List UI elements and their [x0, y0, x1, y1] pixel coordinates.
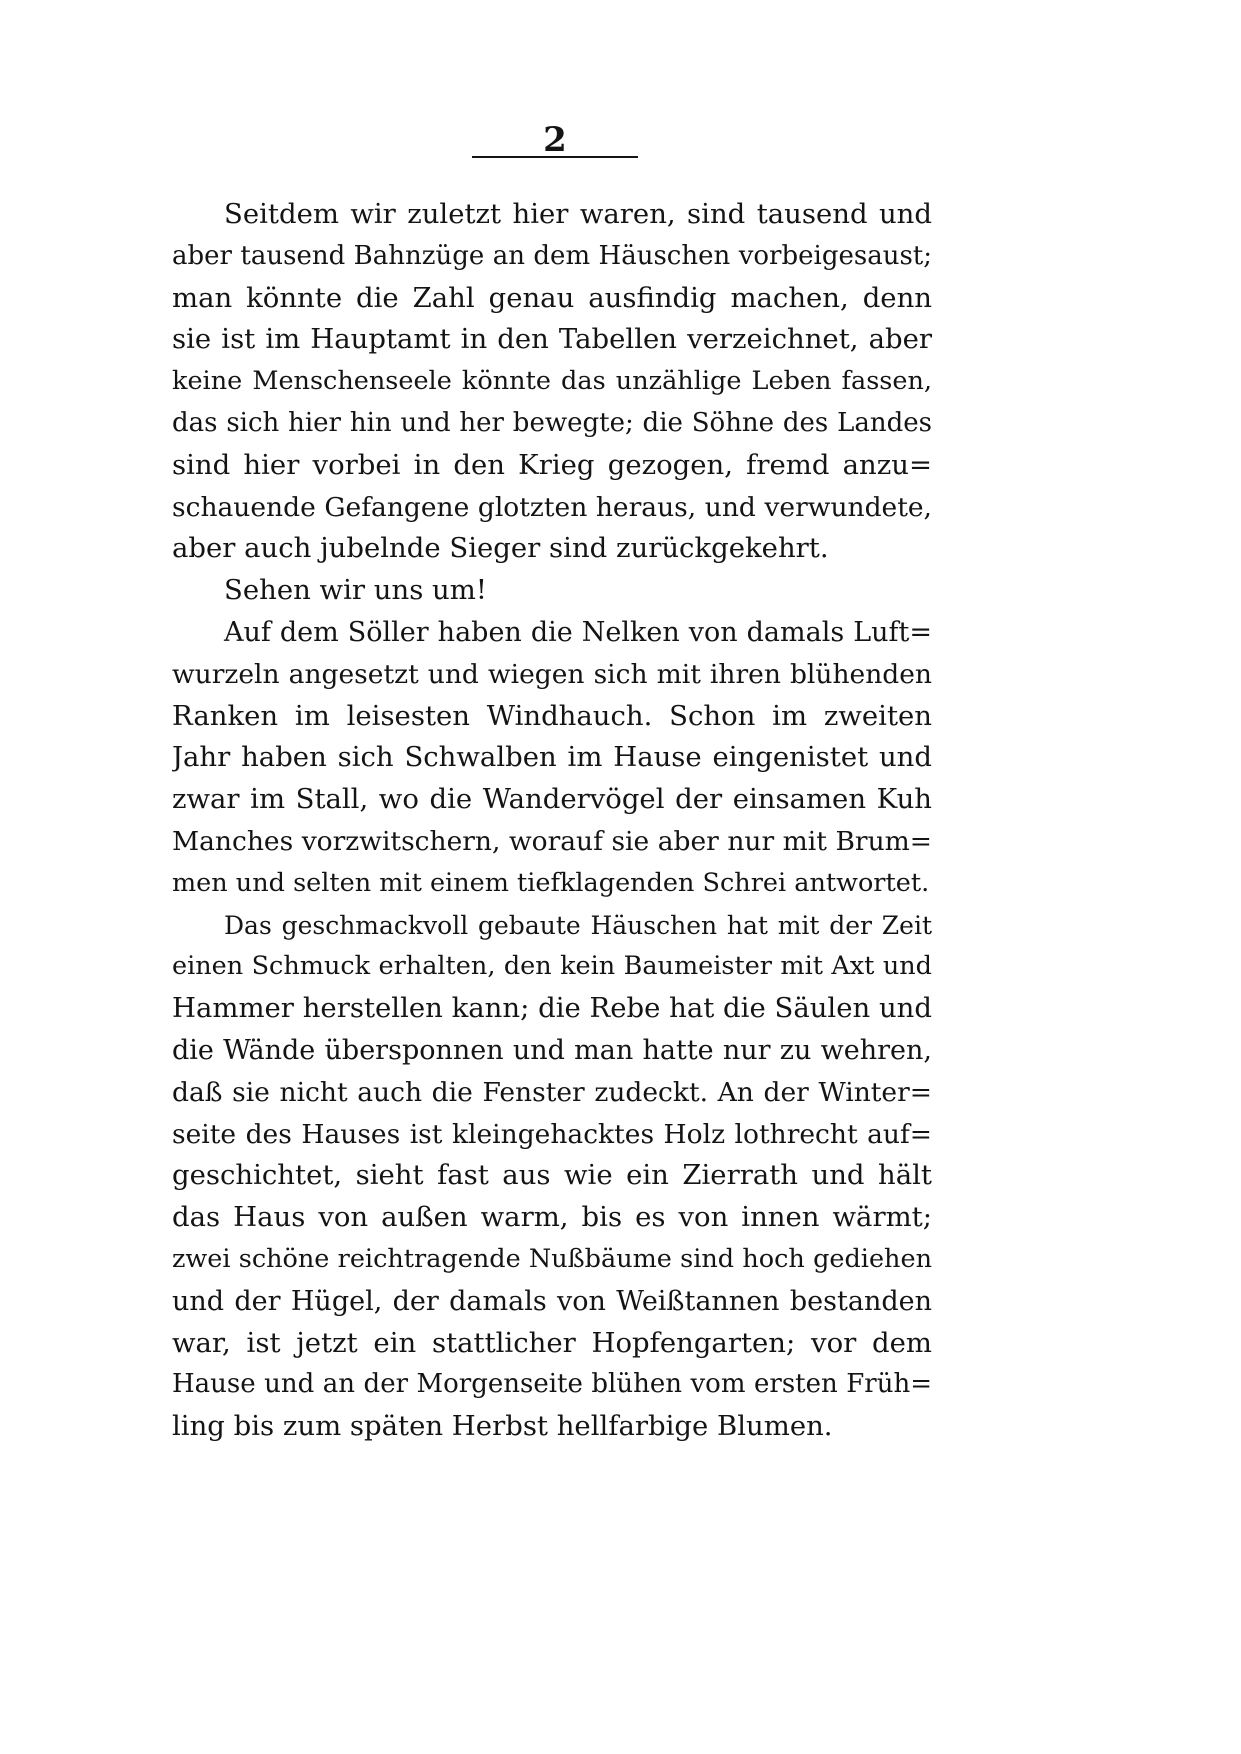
text-line: Hammer herstellen kann; die Rebe hat die Säulen und [172, 992, 932, 1025]
text-line: geschichtet, sieht fast aus wie ein Zierrath und hält [172, 1159, 932, 1192]
text-line: keine Menschenseele könnte das unzählige Leben fassen, [172, 366, 932, 397]
text-line: schauende Gefangene glotzten heraus, und verwundete, [172, 491, 932, 523]
text-line: Jahr haben sich Schwalben im Hause eingenistet und [172, 741, 932, 774]
text-line: das Haus von außen warm, bis es von innen wärmt; [172, 1201, 932, 1234]
text-line: man könnte die Zahl genau ausfindig machen, denn [172, 281, 932, 314]
page-number: 2 [543, 120, 567, 160]
text-line: Hause und an der Morgenseite blühen vom ersten Früh= [172, 1369, 932, 1400]
text-line: war, ist jetzt ein stattlicher Hopfengarten; vor dem [172, 1326, 932, 1359]
text-line: Das geschmackvoll gebaute Häuschen hat mit der Zeit [224, 910, 932, 940]
text-line: Manches vorzwitschern, worauf sie aber nur mit Brum= [172, 825, 932, 857]
text-line: zwei schöne reichtragende Nußbäume sind hoch gediehen [172, 1243, 932, 1274]
body-text [172, 194, 932, 1448]
text-line: sind hier vorbei in den Krieg gezogen, fremd anzu= [172, 448, 932, 481]
header-rule [472, 156, 638, 158]
text-line: aber tausend Bahnzüge an dem Häuschen vorbeigesaust; [172, 240, 932, 271]
text-line: aber auch jubelnde Sieger sind zurückgekehrt. [172, 532, 829, 565]
text-line: sie ist im Hauptamt in den Tabellen verzeichnet, aber [172, 323, 932, 356]
text-line: Seitdem wir zuletzt hier waren, sind tausend und [224, 198, 932, 230]
text-line: die Wände übersponnen und man hatte nur zu wehren, [172, 1034, 932, 1066]
text-line: Sehen wir uns um! [224, 574, 487, 607]
text-line: daß sie nicht auch die Fenster zudeckt. An der Winter= [172, 1076, 932, 1108]
text-line: seite des Hauses ist kleingehacktes Holz lothrecht auf= [172, 1118, 932, 1150]
text-line: und der Hügel, der damals von Weißtannen bestanden [172, 1285, 932, 1317]
text-line: Ranken im leisesten Windhauch. Schon im zweiten [172, 699, 932, 732]
text-line: Auf dem Söller haben die Nelken von damals Luft= [224, 616, 932, 648]
text-line: einen Schmuck erhalten, den kein Baumeister mit Axt und [172, 951, 932, 982]
text-line: zwar im Stall, wo die Wandervögel der einsamen Kuh [172, 783, 932, 816]
text-line: wurzeln angesetzt und wiegen sich mit ihren blühenden [172, 658, 932, 690]
text-line: das sich hier hin und her bewegte; die Söhne des Landes [172, 407, 932, 438]
text-line: ling bis zum späten Herbst hellfarbige Blumen. [172, 1410, 833, 1443]
text-line: men und selten mit einem tiefklagenden Schrei antwortet. [172, 867, 930, 898]
